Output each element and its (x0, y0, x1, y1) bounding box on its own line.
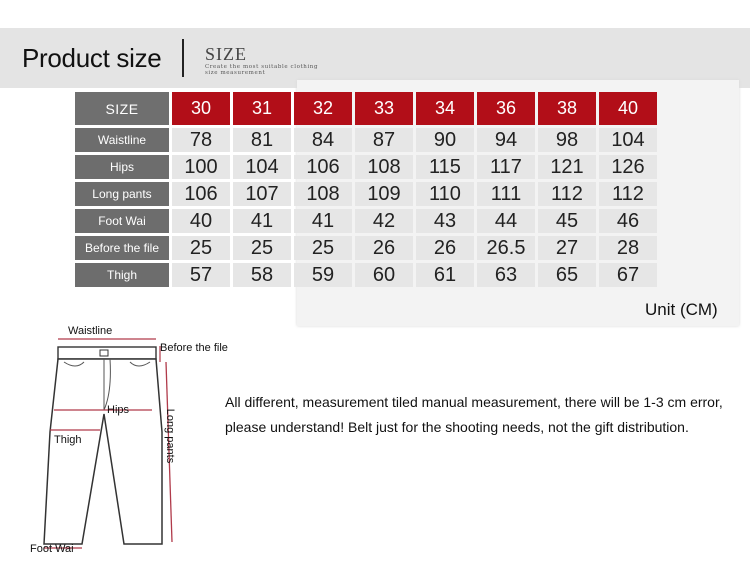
table-row (75, 155, 657, 179)
table-row (75, 209, 657, 233)
size-header-label: SIZE (75, 92, 169, 125)
table-cell: 40 (172, 209, 230, 233)
table-cell: 106 (294, 155, 352, 179)
size-subtitle (205, 64, 318, 76)
table-cell: 110 (416, 182, 474, 206)
diagram-label-before-the-file: Before the file (160, 342, 228, 354)
table-cell: 112 (538, 182, 596, 206)
unit-label: Unit (CM) (645, 300, 718, 319)
table-cell: 108 (355, 155, 413, 179)
table-cell: 27 (538, 236, 596, 260)
table-cell: 58 (233, 263, 291, 287)
table-cell: 26.5 (477, 236, 535, 260)
table-cell: 109 (355, 182, 413, 206)
pants-diagram (20, 322, 210, 557)
table-cell: 100 (172, 155, 230, 179)
measurement-note: All different, measurement tiled manual measurement, there will be 1-3 cm error, please understand! Belt just for the shooting needs, not the gift distribution. (225, 394, 723, 435)
size-header-cell: 32 (294, 92, 352, 125)
table-row (75, 236, 657, 260)
waistband-outline (58, 347, 156, 359)
table-cell: 42 (355, 209, 413, 233)
row-label: Hips (75, 155, 169, 179)
size-header-cell: 36 (477, 92, 535, 125)
table-cell: 63 (477, 263, 535, 287)
table-cell: 112 (599, 182, 657, 206)
table-cell: 84 (294, 128, 352, 152)
size-header-cell: 38 (538, 92, 596, 125)
table-cell: 59 (294, 263, 352, 287)
table-cell: 67 (599, 263, 657, 287)
diagram-label-hips: Hips (107, 404, 130, 416)
table-cell: 60 (355, 263, 413, 287)
table-cell: 61 (416, 263, 474, 287)
table-cell: 78 (172, 128, 230, 152)
table-cell: 126 (599, 155, 657, 179)
table-cell: 87 (355, 128, 413, 152)
row-label: Before the file (75, 236, 169, 260)
row-label: Long pants (75, 182, 169, 206)
table-cell: 121 (538, 155, 596, 179)
table-row (75, 263, 657, 287)
table-cell: 44 (477, 209, 535, 233)
table-cell: 107 (233, 182, 291, 206)
size-heading: SIZE (205, 44, 247, 64)
table-cell: 45 (538, 209, 596, 233)
pants-outline (44, 359, 162, 544)
size-header-row (75, 92, 657, 125)
size-header-cell: 40 (599, 92, 657, 125)
page-title: Product size (22, 43, 162, 73)
table-cell: 41 (233, 209, 291, 233)
table-cell: 111 (477, 182, 535, 206)
table-cell: 94 (477, 128, 535, 152)
title-divider (182, 39, 184, 77)
table-cell: 25 (233, 236, 291, 260)
table-cell: 65 (538, 263, 596, 287)
row-label: Waistline (75, 128, 169, 152)
table-cell: 117 (477, 155, 535, 179)
table-cell: 28 (599, 236, 657, 260)
table-cell: 26 (416, 236, 474, 260)
table-cell: 115 (416, 155, 474, 179)
table-cell: 104 (233, 155, 291, 179)
table-cell: 57 (172, 263, 230, 287)
table-cell: 98 (538, 128, 596, 152)
table-cell: 25 (294, 236, 352, 260)
diagram-label-foot-wai: Foot Wai (30, 543, 74, 555)
size-header-cell: 33 (355, 92, 413, 125)
table-cell: 108 (294, 182, 352, 206)
row-label: Foot Wai (75, 209, 169, 233)
size-table (72, 89, 660, 290)
table-row (75, 128, 657, 152)
table-cell: 26 (355, 236, 413, 260)
row-label: Thigh (75, 263, 169, 287)
table-row (75, 182, 657, 206)
table-cell: 46 (599, 209, 657, 233)
diagram-label-thigh: Thigh (54, 434, 82, 446)
size-subtitle-line2: size measurement (205, 70, 266, 76)
size-header-cell: 34 (416, 92, 474, 125)
table-cell: 41 (294, 209, 352, 233)
table-cell: 106 (172, 182, 230, 206)
table-cell: 25 (172, 236, 230, 260)
table-cell: 104 (599, 128, 657, 152)
table-cell: 90 (416, 128, 474, 152)
size-subtitle-line1: Create the most suitable clothing (205, 64, 319, 70)
table-cell: 43 (416, 209, 474, 233)
table-cell: 81 (233, 128, 291, 152)
size-header-cell: 30 (172, 92, 230, 125)
diagram-label-waistline: Waistline (68, 325, 113, 337)
size-header-cell: 31 (233, 92, 291, 125)
diagram-label-long-pants: Long pants (164, 408, 177, 464)
